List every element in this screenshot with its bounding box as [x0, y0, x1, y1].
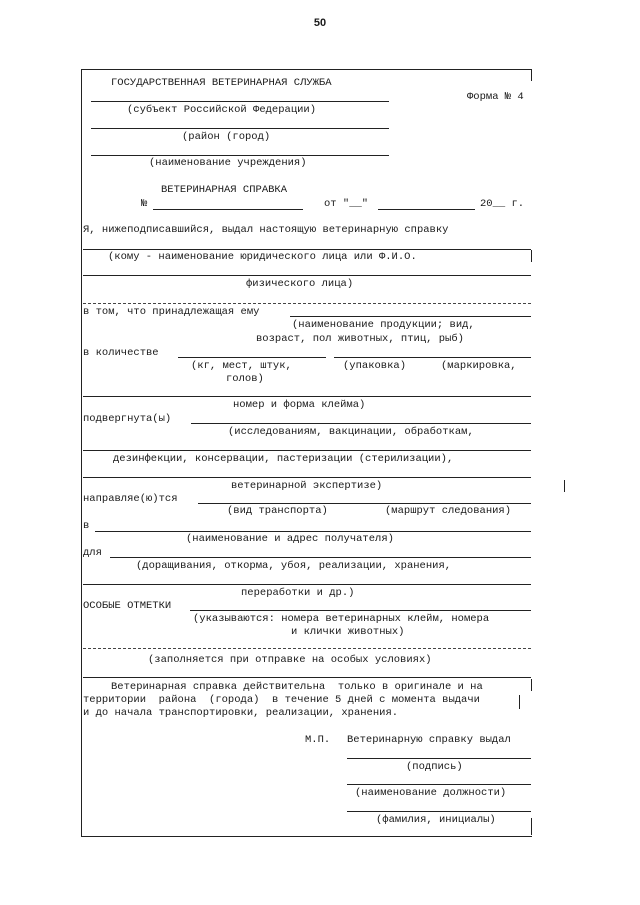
name-line [347, 811, 531, 812]
signature-line [347, 758, 531, 759]
recipient-label-1: (кому - наименование юридического лица или Ф.И.О. [108, 251, 417, 263]
purpose-label-2: переработки и др.) [241, 587, 355, 599]
date-from: от "__" [324, 198, 369, 210]
name-label: (фамилия, инициалы) [376, 814, 496, 826]
month-line [378, 209, 475, 210]
signature-label: (подпись) [406, 761, 463, 773]
recipient-line-3 [83, 303, 531, 304]
subjected-label-2: дезинфекции, консервации, пастеризации (стерилизации), [113, 453, 454, 465]
stray-mark [564, 480, 565, 492]
frame-right-edge-b [531, 679, 532, 691]
subjected-line-3 [83, 477, 531, 478]
region-line [91, 101, 389, 102]
number-line [153, 209, 303, 210]
packing-line [334, 357, 531, 358]
special-conditions-label: (заполняется при отправке на особых условиях) [148, 654, 432, 666]
number-sign: № [141, 198, 148, 210]
special-prefix: ОСОБЫЕ ОТМЕТКИ [83, 600, 172, 612]
issued-by: Ветеринарную справку выдал [347, 734, 511, 746]
document-title: ВЕТЕРИНАРНАЯ СПРАВКА [161, 184, 288, 196]
frame-right-edge-a [531, 250, 532, 262]
stamp-place: М.П. [305, 734, 331, 746]
position-line [347, 784, 531, 785]
institution-line [91, 155, 389, 156]
for-prefix: для [83, 547, 102, 559]
purpose-line-2 [83, 584, 531, 585]
district-label: (район (город) [182, 131, 271, 143]
recipient-line-2 [83, 275, 531, 276]
recipient-line-1 [83, 249, 531, 250]
packing-label: (упаковка) [343, 360, 407, 372]
special-line [190, 610, 531, 611]
product-prefix: в том, что принадлежащая ему [83, 306, 260, 318]
frame-right-edge-bottom [531, 818, 532, 835]
special-line-3 [83, 677, 531, 678]
product-label-1: (наименование продукции; вид, [292, 319, 475, 331]
subjected-line [191, 423, 531, 424]
validity-line-2: территории района (города) в течение 5 дней с момента выдачи [83, 694, 480, 706]
issued-line: Я, нижеподписавшийся, выдал настоящую ветеринарную справку [83, 224, 449, 236]
special-label-1: (указываются: номера ветеринарных клейм, номера [193, 613, 490, 625]
sent-prefix: направляе(ю)тся [83, 493, 178, 505]
region-label: (субъект Российской Федерации) [127, 104, 317, 116]
special-line-2 [83, 648, 531, 649]
year: 20__ г. [480, 198, 525, 210]
subjected-label-3: ветеринарной экспертизе) [231, 480, 383, 492]
institution-label: (наименование учреждения) [149, 157, 307, 169]
service-name: ГОСУДАРСТВЕННАЯ ВЕТЕРИНАРНАЯ СЛУЖБА [111, 77, 332, 89]
frame-right-edge-c [519, 695, 520, 709]
subjected-label-1: (исследованиям, вакцинации, обработкам, [228, 426, 474, 438]
purpose-label-1: (доращивания, откорма, убоя, реализации, хранения, [136, 560, 452, 572]
quantity-line [178, 357, 326, 358]
position-label: (наименование должности) [355, 787, 507, 799]
product-line [290, 316, 531, 317]
transport-line [198, 503, 531, 504]
recipient-label-2: физического лица) [246, 278, 354, 290]
frame-right-edge-top [531, 69, 532, 81]
quantity-heads-label: голов) [226, 373, 264, 385]
marking-label: (маркировка, [441, 360, 517, 372]
validity-line-3: и до начала транспортировки, реализации, хранения. [83, 707, 399, 719]
stamp-line [83, 396, 531, 397]
quantity-unit-label: (кг, мест, штук, [191, 360, 292, 372]
special-label-2: и клички животных) [291, 626, 405, 638]
quantity-prefix: в количестве [83, 347, 159, 359]
receiver-label: (наименование и адрес получателя) [186, 533, 394, 545]
district-line [91, 128, 389, 129]
stamp-label: номер и форма клейма) [233, 399, 366, 411]
transport-label: (вид транспорта) [227, 505, 328, 517]
product-label-2: возраст, пол животных, птиц, рыб) [256, 333, 464, 345]
route-label: (маршрут следования) [385, 505, 512, 517]
validity-line-1: Ветеринарная справка действительна только в оригинале и на [111, 681, 483, 693]
subjected-prefix: подвергнута(ы) [83, 413, 172, 425]
form-number: Форма № 4 [467, 91, 524, 103]
subjected-line-2 [83, 450, 531, 451]
to-prefix: в [83, 520, 90, 532]
purpose-line [110, 557, 531, 558]
receiver-line [95, 531, 531, 532]
page-number: 50 [313, 17, 327, 29]
